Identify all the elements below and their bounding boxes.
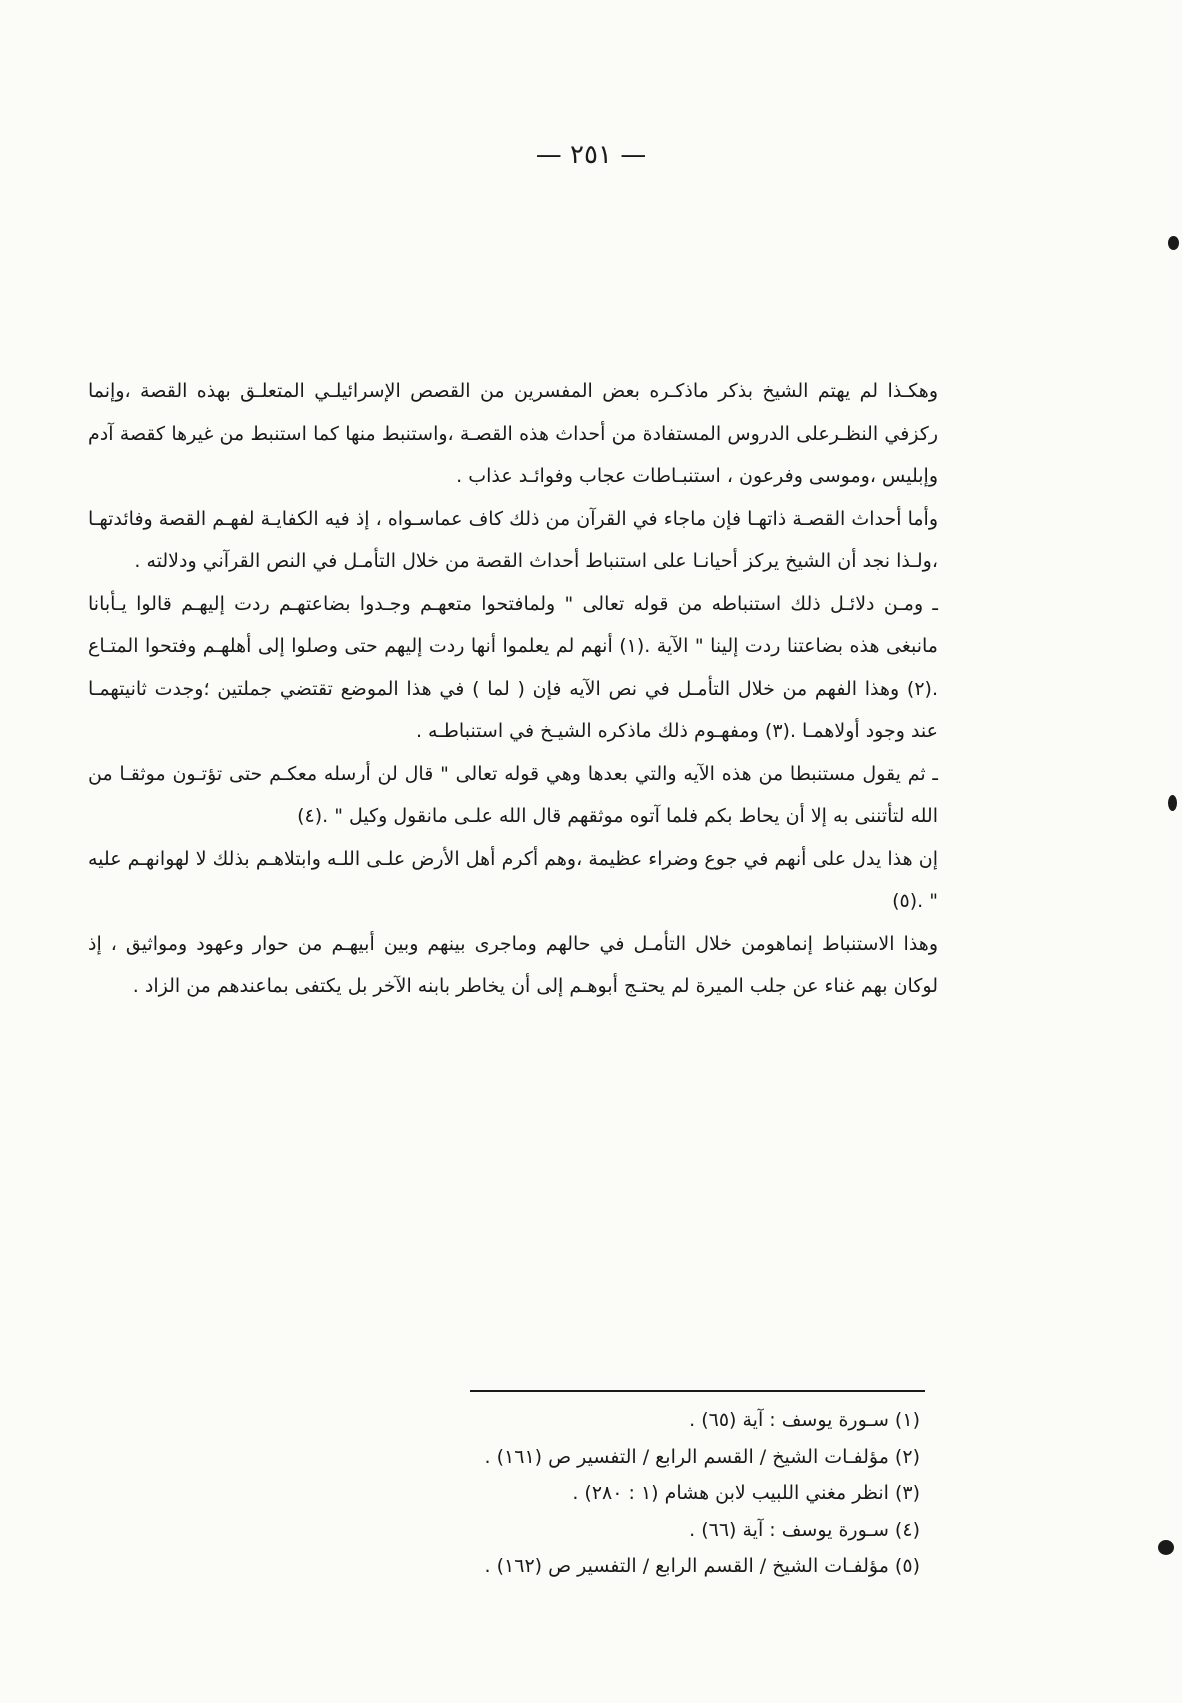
paragraph: وهذا الاستنباط إنماهومن خلال التأمـل في حالهم وماجرى بينهم وبين أبيهـم من حوار وعهود ومواثيق ، إذ لوكان بهم غناء عن جلب الميرة لم يحتـج أبوهـم إلى أن يخاطر بابنه الآخر بل يكتفى بماعندهم من الزاد . — [88, 932, 938, 997]
body-text — [88, 370, 938, 1008]
paragraph: وهكـذا لم يهتم الشيخ بذكر ماذكـره بعض المفسرين من القصص الإسرائيلـي المتعلـق بهذه القصة ،وإنما ركزفي النظـرعلى الدروس المستفادة من أحداث هذه القصـة ،واستنبط منها كما استنبط من غيرها كقصة آدم وإبليس ،وموسى وفرعون ، استنبـاطات عجاب وفوائـد عذاب . — [88, 380, 938, 487]
paragraph: إن هذا يدل على أنهم في جوع وضراء عظيمة ،وهم أكرم أهل الأرض علـى اللـه وابتلاهـم بذلك لا لهوانهـم عليه " .(٥) — [88, 847, 938, 912]
footnote: (٣) انظر مغني اللبيب لابن هشام (١ : ٢٨٠) . — [572, 1482, 920, 1504]
paragraph: ـ ثم يقول مستنبطا من هذه الآيه والتي بعدها وهي قوله تعالى " قال لن أرسله معكـم حتى تؤتـون موثقـا من الله لتأتننى به إلا أن يحاط بكم فلما آتوه موثقهم قال الله علـى مانقول وكيل " .(٤) — [88, 762, 938, 827]
footnotes — [300, 1402, 920, 1585]
scan-speck — [1168, 236, 1179, 250]
paragraph: ـ ومـن دلائـل ذلك استنباطه من قوله تعالى " ولمافتحوا متعهـم وجـدوا بضاعتهـم ردت إليهـم قالوا يـأبانا مانبغى هذه بضاعتنا ردت إلينا " الآية .(١) أنهم لم يعلموا أنها ردت إليهم حتى وصلوا إلى أهلهـم وفتحوا المتـاع .(٢) وهذا الفهم من خلال التأمـل في نص الآيه فإن ( لما ) في هذا الموضع تقتضي جملتين ؛وجدت ثانيتهمـا عند وجود أولاهمـا .(٣) ومفهـوم ذلك ماذكره الشيـخ في استنباطـه . — [88, 592, 938, 742]
footnote: (١) سـورة يوسف : آية (٦٥) . — [689, 1409, 920, 1431]
scan-speck — [1168, 795, 1177, 811]
footnote: (٥) مؤلفـات الشيخ / القسم الرابع / التفسير ص (١٦٢) . — [484, 1555, 920, 1577]
scan-speck — [1158, 1540, 1174, 1555]
footnote-divider — [470, 1390, 925, 1392]
page-number: — ٢٥١ — — [535, 140, 647, 170]
footnote: (٤) سـورة يوسف : آية (٦٦) . — [689, 1518, 920, 1541]
footnote: (٢) مؤلفـات الشيخ / القسم الرابع / التفسير ص (١٦١) . — [484, 1445, 920, 1468]
paragraph: وأما أحداث القصـة ذاتهـا فإن ماجاء في القرآن من ذلك كاف عماسـواه ، إذ فيه الكفايـة لفهـم القصة وفائدتهـا ،ولـذا نجد أن الشيخ يركز أحيانـا على استنباط أحداث القصة من خلال التأمـل في النص القرآني ودلالته . — [88, 507, 938, 572]
